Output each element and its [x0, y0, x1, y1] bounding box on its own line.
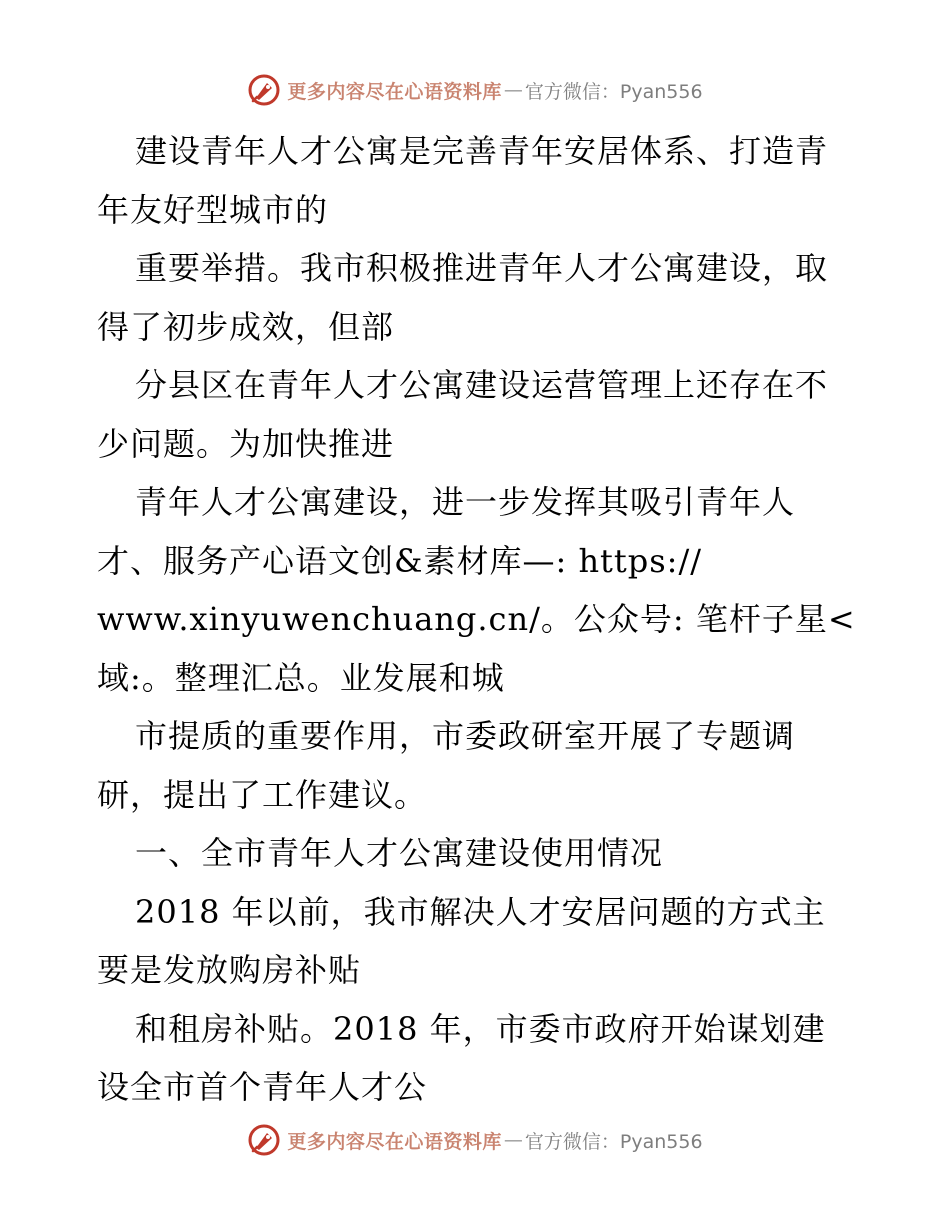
text-line: 分县区在青年人才公寓建设运营管理上还存在不 — [135, 366, 829, 404]
text-line: 设全市首个青年人才公 — [97, 1068, 428, 1106]
text-line: 市提质的重要作用，市委政研室开展了专题调 — [135, 717, 796, 755]
text-line: 域:。整理汇总。业发展和城 — [97, 658, 505, 697]
watermark-site-text: 更多内容尽在心语资料库 — [287, 1130, 502, 1153]
text-line: 研，提出了工作建议。 — [97, 775, 428, 814]
watermark-contact-text: 官方微信：Pyan556 — [524, 80, 703, 103]
watermark-contact-text: 官方微信：Pyan556 — [524, 1130, 703, 1153]
text-line: 重要举措。我市积极推进青年人才公寓建设，取 — [135, 249, 829, 287]
watermark-separator: — — [503, 1129, 523, 1151]
text-line: 2018 年以前，我市解决人才安居问题的方式主 — [135, 892, 826, 931]
text-line: 得了初步成效，但部 — [97, 307, 395, 346]
pen-nib-logo-icon — [247, 1123, 281, 1157]
watermark-site-text: 更多内容尽在心语资料库 — [287, 80, 502, 103]
text-line: 少问题。为加快推进 — [97, 424, 395, 463]
watermark-separator: — — [503, 79, 523, 101]
text-line: 才、服务产心语文创&素材库—: https:// — [97, 541, 703, 580]
text-line: 年友好型城市的 — [97, 190, 329, 229]
text-line: 青年人才公寓建设，进一步发挥其吸引青年人 — [135, 483, 796, 521]
section-heading: 一、全市青年人才公寓建设使用情况 — [135, 834, 664, 872]
text-line: 建设青年人才公寓是完善青年安居体系、打造青 — [135, 132, 829, 170]
pen-nib-logo-icon — [247, 73, 281, 107]
footer-watermark — [0, 1120, 950, 1160]
text-line: 要是发放购房补贴 — [97, 951, 362, 989]
header-watermark — [0, 70, 950, 110]
text-line: www.xinyuwenchuang.cn/。公众号: 笔杆子星< — [97, 600, 856, 638]
document-body — [97, 122, 867, 1117]
text-line: 和租房补贴。2018 年，市委市政府开始谋划建 — [135, 1009, 826, 1048]
